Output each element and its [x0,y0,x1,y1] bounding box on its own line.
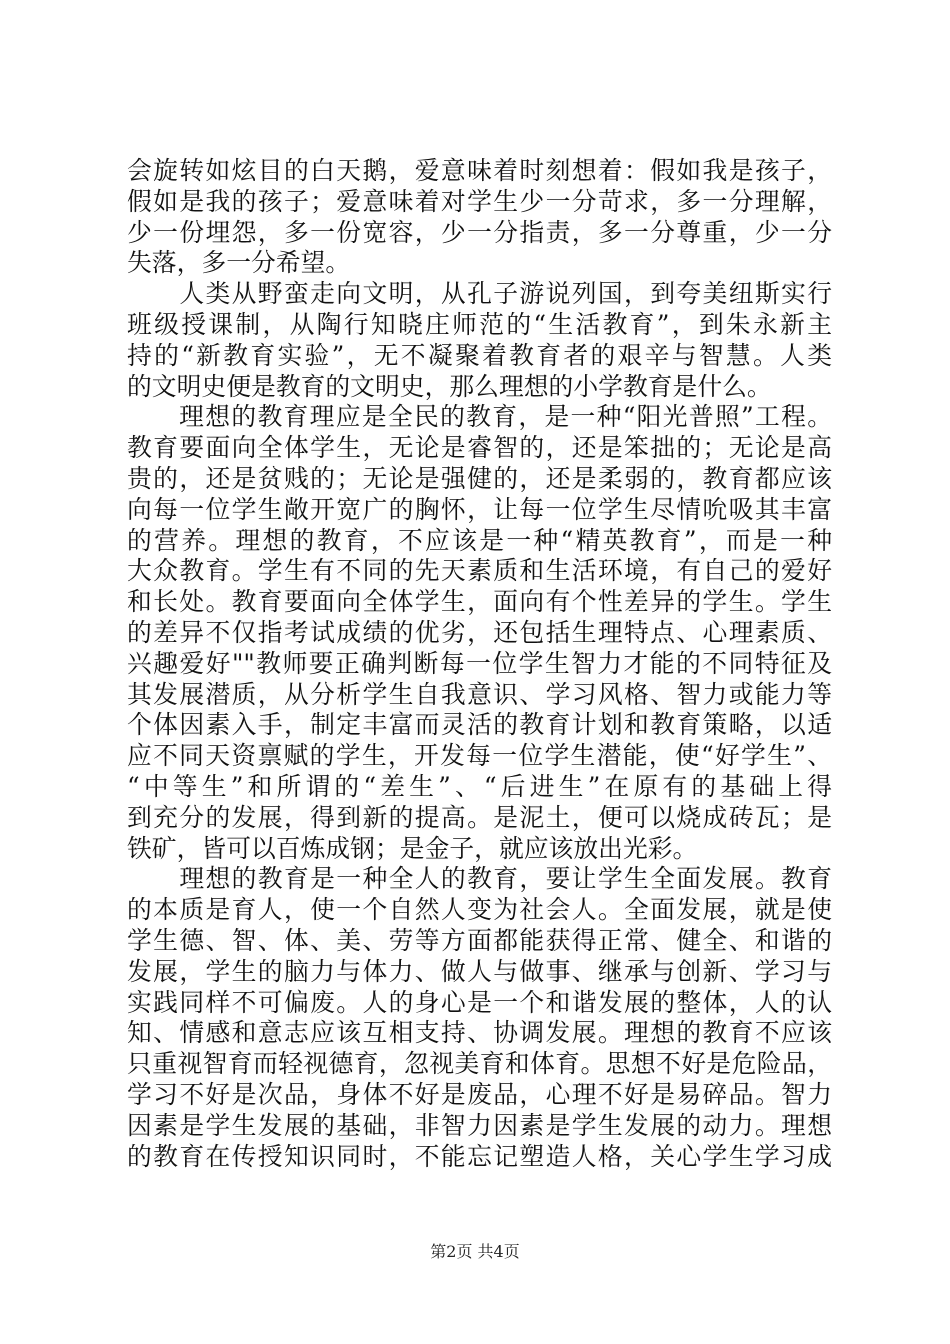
text-line: 学习不好是次品，身体不好是废品，心理不好是易碎品。智力 [127,1079,832,1109]
text-line: 和长处。教育要面向全体学生，面向有个性差异的学生。学生 [127,587,832,617]
text-line: 的教育在传授知识同时，不能忘记塑造人格，关心学生学习成 [127,1141,832,1171]
text-line: 失落，多一分希望。 [127,248,351,278]
text-line: 的差异不仅指考试成绩的优劣，还包括生理特点、心理素质、 [127,617,832,647]
text-line: “中等生”和所谓的“差生”、“后进生”在原有的基础上得 [127,771,832,801]
text-line: 教育要面向全体学生，无论是睿智的，还是笨拙的；无论是高 [127,433,832,463]
text-line: 假如是我的孩子；爱意味着对学生少一分苛求，多一分理解， [127,186,832,216]
text-line: 铁矿，皆可以百炼成钢；是金子，就应该放出光彩。 [127,833,698,863]
text-line: 会旋转如炫目的白天鹅，爱意味着时刻想着：假如我是孩子， [127,156,832,185]
text-line: 向每一位学生敞开宽广的胸怀，让每一位学生尽情吮吸其丰富 [127,494,832,524]
text-line: 少一份埋怨，多一份宽容，少一分指责，多一分尊重，少一分 [127,217,832,247]
body-text [127,156,832,1172]
text-line: 贵的，还是贫贱的；无论是强健的，还是柔弱的，教育都应该 [127,463,832,493]
text-line: 班级授课制，从陶行知晓庄师范的“生活教育”，到朱永新主 [127,309,832,339]
text-line: 大众教育。学生有不同的先天素质和生活环境，有自己的爱好 [127,556,832,586]
text-line: 理想的教育是一种全人的教育，要让学生全面发展。教育 [127,864,832,894]
text-line: 应不同天资禀赋的学生，开发每一位学生潜能，使“好学生”、 [127,741,832,771]
text-line: 持的“新教育实验”，无不凝聚着教育者的艰辛与智慧。人类 [127,340,832,370]
text-line: 学生德、智、体、美、劳等方面都能获得正常、健全、和谐的 [127,925,832,955]
text-line: 的营养。理想的教育，不应该是一种“精英教育”，而是一种 [127,525,832,555]
text-line: 因素是学生发展的基础，非智力因素是学生发展的动力。理想 [127,1110,832,1140]
text-line: 实践同样不可偏废。人的身心是一个和谐发展的整体，人的认 [127,987,832,1017]
text-line: 其发展潜质，从分析学生自我意识、学习风格、智力或能力等 [127,679,832,709]
text-line: 只重视智育而轻视德育，忽视美育和体育。思想不好是危险品， [127,1049,832,1079]
text-line: 到充分的发展，得到新的提高。是泥土，便可以烧成砖瓦；是 [127,802,832,832]
text-line: 兴趣爱好""教师要正确判断每一位学生智力才能的不同特征及 [127,648,832,678]
text-line: 理想的教育理应是全民的教育，是一种“阳光普照”工程。 [127,402,832,432]
text-line: 的文明史便是教育的文明史，那么理想的小学教育是什么。 [127,371,772,401]
text-line: 的本质是育人，使一个自然人变为社会人。全面发展，就是使 [127,895,832,925]
text-line: 发展，学生的脑力与体力、做人与做事、继承与创新、学习与 [127,956,832,986]
text-line: 知、情感和意志应该互相支持、协调发展。理想的教育不应该 [127,1018,832,1048]
text-line: 个体因素入手，制定丰富而灵活的教育计划和教育策略，以适 [127,710,832,740]
page-footer: 第2页 共4页 [430,1242,520,1261]
text-line: 人类从野蛮走向文明，从孔子游说列国，到夸美纽斯实行 [127,279,832,309]
